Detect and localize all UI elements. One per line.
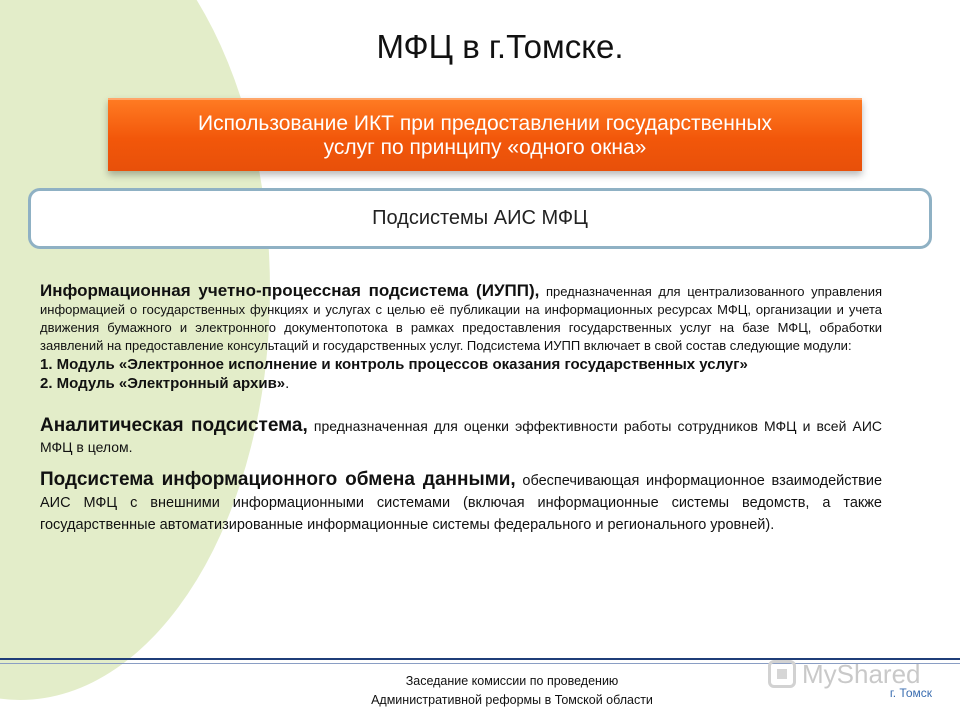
module-2-tail: . xyxy=(285,375,290,392)
module-2-label: 2. Модуль «Электронный архив» xyxy=(40,375,286,392)
subsystems-header-label: Подсистемы АИС МФЦ xyxy=(372,207,588,229)
slide-title: МФЦ в г.Томске. xyxy=(376,28,624,65)
paragraph-analytics-lead: Аналитическая подсистема, xyxy=(40,415,308,436)
paragraph-exchange xyxy=(40,469,882,536)
footer-line-2: Административной реформы в Томской области xyxy=(371,693,653,707)
paragraph-iupp xyxy=(40,282,882,355)
paragraph-exchange-text: обеспечивающая информационное взаимодействие АИС МФЦ с внешними информационными системами (включая информационные системы ведомств, а также государственные автоматизированные информационные системы федерального и регионального уровней). xyxy=(40,473,883,533)
slide-content xyxy=(40,282,882,536)
subsystems-header xyxy=(28,188,932,249)
paragraph-analytics-text: предназначенная для оценки эффективности работы сотрудников МФЦ и всей АИС МФЦ в целом. xyxy=(40,418,882,455)
watermark-icon xyxy=(768,660,796,688)
footer-caption xyxy=(312,672,712,710)
paragraph-exchange-lead: Подсистема информационного обмена данными, xyxy=(40,469,516,490)
module-2 xyxy=(40,374,882,393)
footer-line-1: Заседание комиссии по проведению xyxy=(405,674,619,688)
watermark-text: MyShared xyxy=(802,658,921,689)
paragraph-analytics xyxy=(40,415,882,458)
footer-city: г. Томск xyxy=(889,686,932,700)
paragraph-iupp-text: предназначенная для централизованного управления информацией о государственных функциях и услугах с целью её публикации на информационных ресурсах МФЦ, организации и учета движения бумажного и электронного документопотока в рамках предоставления государственных услуг на базе МФЦ, обработки заявлений на предоставление консультаций и государственных услуг. Подсистема ИУПП включает в свой состав следующие модули: xyxy=(40,284,882,353)
banner-line-1: Использование ИКТ при предоставлении государственных xyxy=(197,111,773,135)
module-1: 1. Модуль «Электронное исполнение и контроль процессов оказания государственных услуг» xyxy=(40,356,748,373)
orange-banner xyxy=(108,98,862,171)
banner-line-2: услуг по принципу «одного окна» xyxy=(323,135,647,159)
paragraph-iupp-lead: Информационная учетно-процессная подсистема (ИУПП), xyxy=(40,281,540,300)
